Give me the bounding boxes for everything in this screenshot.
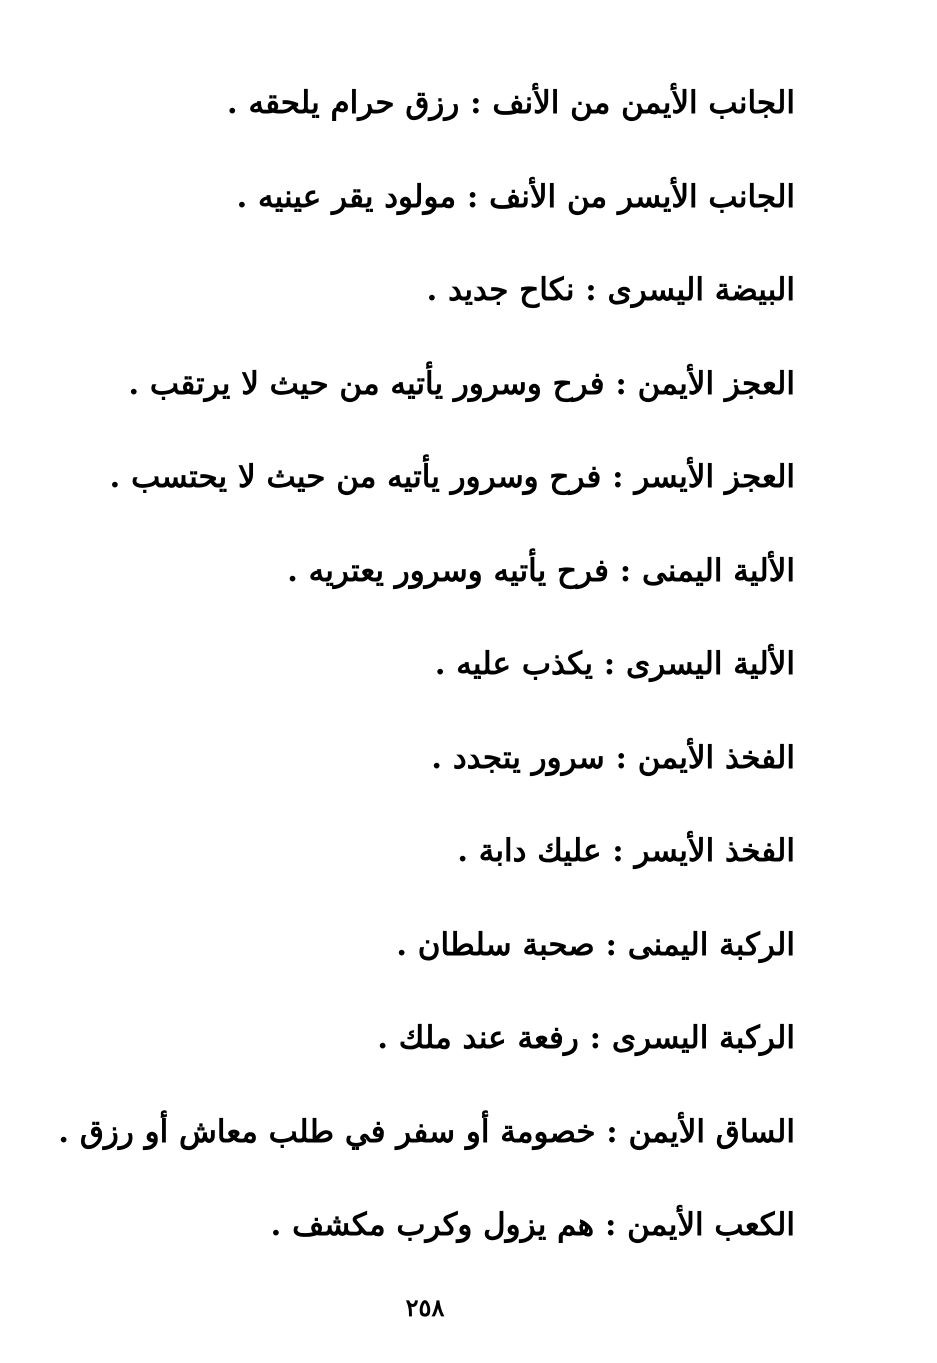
text-line-8: الفخذ الأيمن : سرور يتجدد . bbox=[431, 739, 795, 776]
text-line-12: الساق الأيمن : خصومة أو سفر في طلب معاش أو رزق . bbox=[58, 1113, 795, 1150]
text-line-2: الجانب الأيسر من الأنف : مولود يقر عينيه . bbox=[236, 178, 795, 215]
text-line-10: الركبة اليمنى : صحبة سلطان . bbox=[396, 926, 795, 963]
text-line-9: الفخذ الأيسر : عليك دابة . bbox=[457, 833, 795, 869]
text-line-5: العجز الأيسر : فرح وسرور يأتيه من حيث لا يحتسب . bbox=[109, 459, 795, 495]
text-line-11: الركبة اليسرى : رفعة عند ملك . bbox=[377, 1020, 795, 1056]
text-line-3: البيضة اليسرى : نكاح جديد . bbox=[426, 272, 795, 308]
text-line-7: الألية اليسرى : يكذب عليه . bbox=[434, 646, 795, 682]
text-lines bbox=[58, 72, 795, 1288]
text-line-6: الألية اليمنى : فرح يأتيه وسرور يعتريه . bbox=[287, 552, 795, 589]
text-line-13: الكعب الأيمن : هم يزول وكرب مكشف . bbox=[270, 1207, 795, 1243]
text-line-4: العجز الأيمن : فرح وسرور يأتيه من حيث لا يرتقب . bbox=[128, 365, 795, 402]
text-line-1: الجانب الأيمن من الأنف : رزق حرام يلحقه . bbox=[226, 85, 795, 121]
page-number: ٢٥٨ bbox=[405, 1293, 445, 1322]
